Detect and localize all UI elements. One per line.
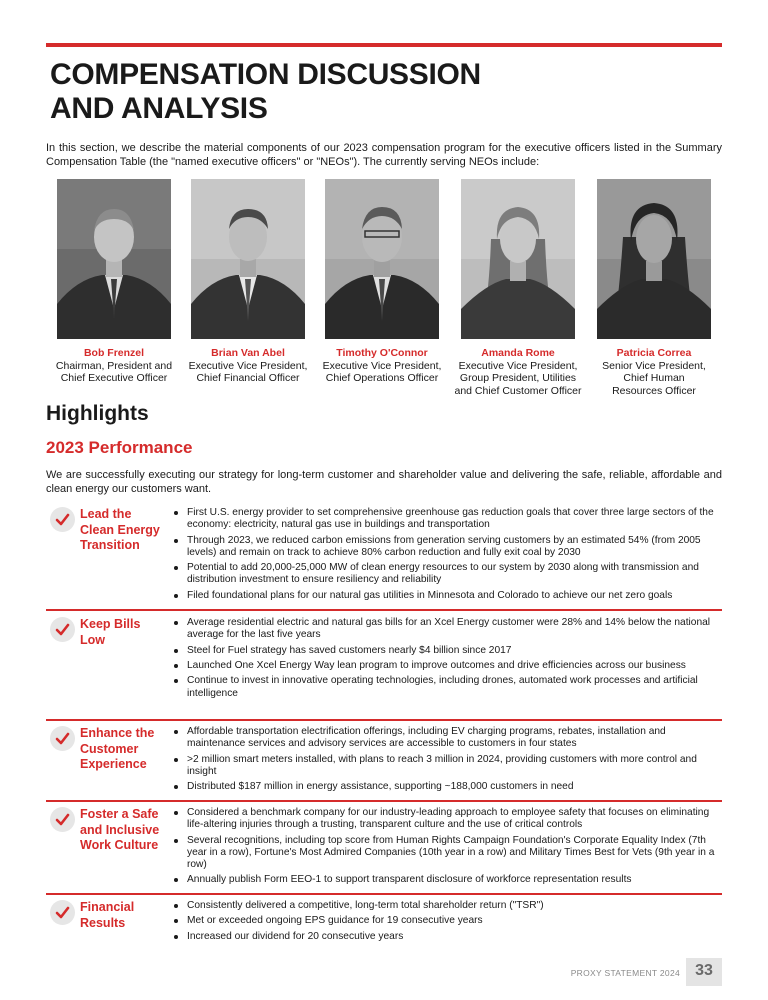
list-item: Considered a benchmark company for our industry-leading approach to employee safety that focuses on eliminating life-altering injuries through a trusting, transparent culture and the use of critical controls bbox=[172, 807, 720, 831]
bullet-list bbox=[172, 726, 720, 797]
exec-caption-2 bbox=[181, 347, 315, 385]
bullet-list bbox=[172, 807, 720, 890]
exec-role: Chief Executive Officer bbox=[60, 372, 168, 384]
section-label: Foster a Safe and Inclusive Work Culture bbox=[80, 807, 160, 852]
exec-role: Chief Operations Officer bbox=[325, 372, 439, 384]
page-title-line2: AND ANALYSIS bbox=[50, 92, 268, 125]
highlight-section-keep-bills-low bbox=[46, 617, 722, 717]
highlight-section-financial-results bbox=[46, 900, 722, 950]
bullet-list bbox=[172, 617, 720, 703]
exec-name: Amanda Rome bbox=[481, 347, 555, 359]
section-divider bbox=[46, 609, 722, 611]
exec-role: and Chief Customer Officer bbox=[454, 384, 582, 397]
page-title bbox=[50, 58, 710, 126]
exec-role: Executive Vice President, bbox=[458, 359, 578, 372]
bullet-list bbox=[172, 507, 720, 605]
footer-label: PROXY STATEMENT 2024 bbox=[570, 968, 680, 978]
list-item: Through 2023, we reduced carbon emissions from generation serving customers by an estimated 54% (from 2005 levels) and remain on track to achieve 80% carbon reduction and fully exit coal by 2030 bbox=[172, 535, 720, 559]
exec-role: Group President, Utilities bbox=[459, 372, 577, 384]
exec-role: Executive Vice President, bbox=[322, 359, 442, 372]
bullet-list bbox=[172, 900, 720, 946]
intro-paragraph: In this section, we describe the material components of our 2023 compensation program for the executive officers listed in the Summary Compensation Table (the "named executive officers" or "NEOs"). The currently serving NEOs include: bbox=[46, 142, 722, 168]
exec-role: Executive Vice President, bbox=[188, 359, 308, 372]
list-item: Several recognitions, including top score from Human Rights Campaign Foundation's Corporate Equality Index (7th year in a row), Fortune's Most Admired Companies (10th year in a row) and Military Times Best for Vets (9th year in a row) bbox=[172, 835, 720, 872]
list-item: Average residential electric and natural gas bills for an Xcel Energy customer were 28% and 14% below the national average for the last five years bbox=[172, 617, 720, 641]
check-icon bbox=[50, 507, 75, 532]
section-divider bbox=[46, 893, 722, 895]
exec-name: Patricia Correa bbox=[616, 347, 692, 359]
exec-role: Chairman, President and bbox=[55, 359, 173, 372]
highlight-section-work-culture bbox=[46, 807, 722, 893]
section-label: Keep Bills Low bbox=[80, 617, 141, 647]
list-item: Distributed $187 million in energy assistance, supporting ~188,000 customers in need bbox=[172, 781, 720, 793]
exec-caption-3 bbox=[315, 347, 449, 385]
exec-role: Chief Human bbox=[623, 372, 685, 384]
highlights-heading: Highlights bbox=[46, 402, 149, 425]
exec-photo-4 bbox=[461, 179, 575, 339]
page-number: 33 bbox=[695, 962, 713, 979]
top-accent-rule bbox=[46, 43, 722, 47]
exec-caption-5 bbox=[587, 347, 721, 397]
list-item: Met or exceeded ongoing EPS guidance for 19 consecutive years bbox=[172, 915, 720, 927]
performance-intro: We are successfully executing our strategy for long-term customer and shareholder value and delivering the safe, reliable, affordable and clean energy our customers want. bbox=[46, 469, 722, 495]
list-item: Annually publish Form EEO-1 to support transparent disclosure of workforce representation results bbox=[172, 874, 720, 886]
exec-photo-5 bbox=[597, 179, 711, 339]
section-divider bbox=[46, 719, 722, 721]
section-label: Enhance the Customer Experience bbox=[80, 726, 155, 771]
list-item: Continue to invest in innovative operating technologies, including drones, automated work processes and artificial intelligence bbox=[172, 675, 720, 699]
exec-photo-1 bbox=[57, 179, 171, 339]
section-divider bbox=[46, 800, 722, 802]
check-icon bbox=[50, 807, 75, 832]
list-item: >2 million smart meters installed, with plans to reach 3 million in 2024, providing customers with more control and insight bbox=[172, 754, 720, 778]
list-item: Potential to add 20,000-25,000 MW of clean energy resources to our system by 2030 along with transmission and distribution investment to ensure resiliency and reliability bbox=[172, 562, 720, 586]
exec-name: Bob Frenzel bbox=[83, 347, 145, 359]
list-item: Steel for Fuel strategy has saved customers nearly $4 billion since 2017 bbox=[172, 645, 720, 657]
exec-photo-3 bbox=[325, 179, 439, 339]
list-item: Affordable transportation electrification offerings, including EV charging programs, rebates, installation and maintenance services and advisory services are accessible to customers in four states bbox=[172, 726, 720, 750]
check-icon bbox=[50, 726, 75, 751]
check-icon bbox=[50, 900, 75, 925]
highlight-section-customer-experience bbox=[46, 726, 722, 800]
exec-name: Brian Van Abel bbox=[211, 347, 285, 359]
list-item: First U.S. energy provider to set comprehensive greenhouse gas reduction goals that cover three large sectors of the economy: electricity, natural gas use in buildings and transportation bbox=[172, 507, 720, 531]
highlight-section-clean-energy bbox=[46, 507, 722, 607]
section-label: Financial Results bbox=[80, 900, 135, 930]
page-title-line1: COMPENSATION DISCUSSION bbox=[50, 58, 481, 91]
list-item: Launched One Xcel Energy Way lean program to improve outcomes and drive efficiencies across our business bbox=[172, 660, 720, 672]
exec-caption-1 bbox=[47, 347, 181, 385]
exec-role: Resources Officer bbox=[612, 384, 696, 397]
page-number-box bbox=[686, 958, 722, 986]
section-label: Lead the Clean Energy Transition bbox=[80, 507, 160, 552]
exec-role: Senior Vice President, bbox=[602, 359, 706, 372]
exec-role: Chief Financial Officer bbox=[196, 372, 300, 384]
exec-photo-2 bbox=[191, 179, 305, 339]
exec-name: Timothy O'Connor bbox=[336, 347, 428, 359]
list-item: Filed foundational plans for our natural gas utilities in Minnesota and Colorado to achieve our net zero goals bbox=[172, 590, 720, 602]
exec-caption-4 bbox=[451, 347, 585, 397]
list-item: Increased our dividend for 20 consecutive years bbox=[172, 931, 720, 943]
performance-subheading: 2023 Performance bbox=[46, 438, 193, 457]
list-item: Consistently delivered a competitive, long-term total shareholder return ("TSR") bbox=[172, 900, 720, 912]
check-icon bbox=[50, 617, 75, 642]
